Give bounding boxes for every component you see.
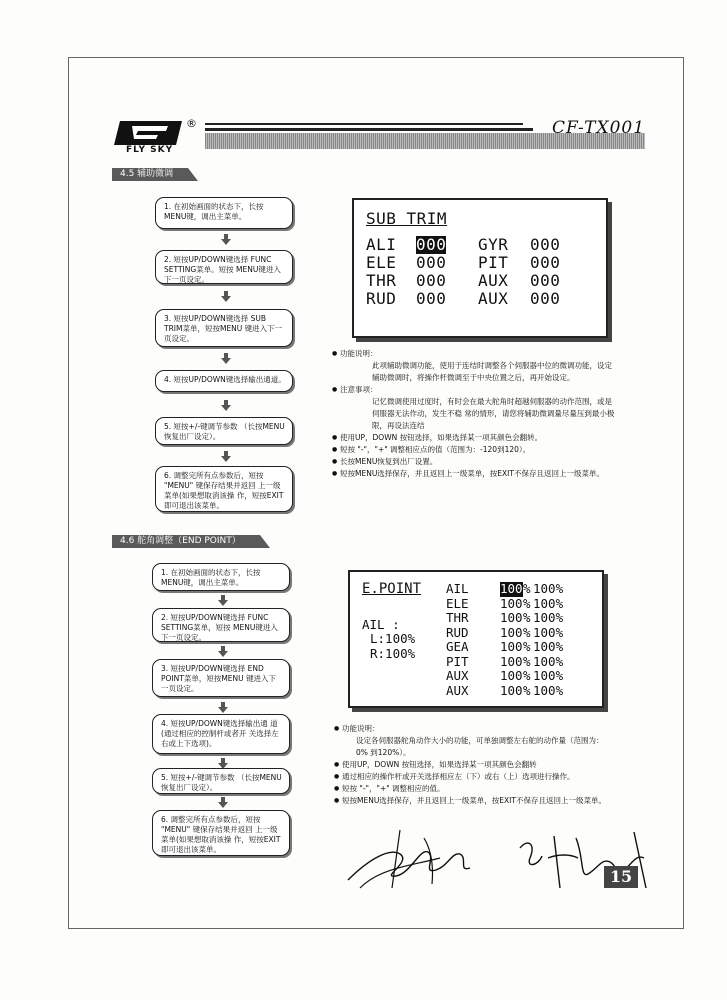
arrow-down-icon: [218, 646, 228, 656]
lcd-channel-label: GYR: [478, 235, 509, 254]
sub-trim-step-6: 6. 调整完所有点参数后，短按 "MENU" 键保存结果并返回 上一级菜单(如果想取消该操 作，短按EXIT即可退出该菜单。: [155, 466, 293, 512]
lcd-value: 000: [530, 289, 561, 308]
lcd-channel-label: THR: [366, 271, 397, 290]
arrow-down-icon: [218, 702, 228, 712]
lcd-channel-name: AIL: [446, 581, 469, 596]
end-point-step-2: 2. 短按UP/DOWN键选择 FUNC SETTING菜单，短按 MENU键进入下一页设定。: [152, 608, 290, 642]
lcd-value: 100: [500, 639, 523, 654]
lcd-selected-value: 000: [416, 235, 447, 254]
page-number: 15: [604, 866, 638, 888]
header-rule-thick: [205, 128, 533, 131]
lcd-separator: %: [523, 668, 531, 683]
note-bullet: ● 短按 "-"，"+" 调整相应点的值（范围为：-120到120）。: [332, 444, 616, 456]
end-point-step-6: 6. 调整完所有点参数后，短按 "MENU" 键保存结果并返回 上一级菜单(如果想取消该操 作，短按EXIT即可退出该菜单。: [152, 810, 290, 856]
lcd-channel-label: RUD: [366, 289, 397, 308]
lcd-selected-value: 100: [500, 581, 523, 596]
lcd-separator: %: [523, 595, 531, 611]
lcd-separator: %: [523, 581, 531, 596]
note-caution-label: ● 注意事项：: [332, 384, 616, 396]
sub-trim-step-5: 5. 短按+/-键调节参数 （长按MENU恢复出厂设定）。: [155, 417, 293, 445]
lcd-value: 100%: [533, 610, 564, 625]
lcd-channel-name: AUX: [446, 668, 469, 683]
note-bullet: ● 长按MENU恢复到出厂设置。: [332, 456, 616, 468]
section-title-sub-trim: 4.5 辅助微调: [112, 168, 188, 181]
lcd-value: 000: [416, 271, 447, 290]
lcd-value: 100: [500, 682, 523, 698]
lcd-separator: %: [523, 639, 531, 654]
arrow-down-icon: [221, 291, 231, 301]
arrow-down-icon: [218, 797, 228, 807]
lcd-left-value: L:100%: [370, 631, 416, 646]
lcd-value: 100%: [533, 595, 564, 611]
lcd-separator: %: [523, 624, 531, 640]
model-name: CF-TX001: [552, 118, 646, 138]
note-bullet: ● 使用UP，DOWN 按钮选择，如果选择某一项其颜色会翻转。: [332, 432, 616, 444]
lcd-value: 000: [416, 253, 447, 272]
lcd-value: 100: [500, 610, 523, 625]
lcd-title: SUB TRIM: [366, 209, 448, 228]
lcd-ail-label: AIL :: [362, 617, 400, 632]
note-function-text: 此项辅助微调功能，使用于连结时调整各个伺服器中位的微调功能，设定辅助微调时，将操作杆微调至于中央位置之后，再开始设定。: [372, 361, 612, 382]
section-title-end-point: 4.6 舵角调整（END POINT）: [112, 535, 260, 548]
lcd-channel-name: ELE: [446, 595, 469, 611]
lcd-value: 100: [500, 624, 523, 640]
lcd-value: 100%: [533, 581, 564, 596]
arrow-down-icon: [221, 400, 231, 410]
lcd-value: 100%: [533, 624, 564, 640]
end-point-step-4: 4. 短按UP/DOWN键选择输出通 道(通过相应的控制杆或者开 关选择左右或上下选项)。: [152, 714, 290, 754]
lcd-value: 000: [416, 289, 447, 308]
note-function-label: ● 功能说明：: [332, 348, 616, 360]
lcd-value: 100%: [533, 639, 564, 654]
lcd-separator: %: [523, 610, 531, 625]
note-bullet: ● 使用UP，DOWN 按钮选择，如果选择某一项其颜色会翻转: [334, 759, 614, 771]
lcd-channel-name: GEA: [446, 639, 469, 654]
lcd-channel-label: ALI: [366, 235, 397, 254]
lcd-value: 100%: [533, 682, 564, 698]
lcd-value: 100: [500, 653, 523, 669]
lcd-value: 000: [530, 235, 561, 254]
end-point-notes: [334, 723, 614, 807]
lcd-value: 000: [530, 271, 561, 290]
lcd-value: 100%: [533, 653, 564, 669]
end-point-step-1: 1. 在初始画面的状态下，长按 MENU键，调出主菜单。: [152, 563, 290, 591]
sub-trim-step-1: 1. 在初始画面的状态下，长按 MENU键，调出主菜单。: [155, 197, 293, 229]
handwritten-signature: [340, 818, 490, 898]
brand-name: FLY SKY: [126, 145, 174, 155]
lcd-channel-label: ELE: [366, 253, 397, 272]
handwritten-signature-dated: [514, 818, 664, 908]
lcd-value: 000: [530, 253, 561, 272]
lcd-channel-label: AUX: [478, 289, 509, 308]
lcd-channel-name: PIT: [446, 653, 469, 669]
header-rule: [205, 123, 523, 125]
arrow-down-icon: [218, 595, 228, 605]
arrow-down-icon: [221, 353, 231, 363]
lcd-right-value: R:100%: [370, 646, 416, 661]
lcd-value: 100%: [533, 668, 564, 683]
note-bullet: ● 短按MENU选择保存，并且返回上一级菜单，按EXIT不保存且返回上一级菜单。: [334, 795, 614, 807]
sub-trim-notes: [332, 348, 616, 480]
end-point-step-5: 5. 短按+/-键调节参数 （长按MENU恢复出厂设定）。: [152, 768, 290, 794]
end-point-lcd: [348, 570, 604, 708]
lcd-channel-name: THR: [446, 610, 469, 625]
lcd-value: 100: [500, 595, 523, 611]
sub-trim-lcd: [352, 198, 608, 338]
registered-mark: ®: [186, 117, 197, 130]
note-function-label: ● 功能说明：: [334, 723, 614, 735]
lcd-value: 100: [500, 668, 523, 683]
note-function-text: 设定各伺服器舵角动作大小的功能，可单独调整左右舵的动作量（范围为：0% 到120%）。: [356, 736, 604, 757]
arrow-down-icon: [221, 234, 231, 244]
sub-trim-step-3: 3. 短按UP/DOWN键选择 SUB TRIM菜单，短按MENU 键进入下一页设定。: [155, 309, 293, 347]
lcd-channel-name: RUD: [446, 624, 469, 640]
end-point-step-3: 3. 短按UP/DOWN键选择 END POINT菜单，短按MENU 键进入下一页设定。: [152, 659, 290, 697]
note-bullet: ● 短按MENU选择保存，并且返回上一级菜单，按EXIT不保存且返回上一级菜单。: [332, 468, 616, 480]
sub-trim-step-4: 4. 短按UP/DOWN键选择输出通道。: [155, 370, 293, 392]
note-caution-text: 记忆微调使用过度时，有时会在最大舵角时超越伺服器的动作范围，或是伺服器无法作动，发生不稳 常的情形，请您将辅助微调量尽量压到最小极限，再设法连结: [372, 397, 615, 430]
lcd-separator: %: [523, 682, 531, 698]
arrow-down-icon: [221, 451, 231, 461]
note-bullet: ● 通过相应的操作杆或开关选择相应左（下）或右（上）选项进行操作。: [334, 771, 614, 783]
arrow-down-icon: [218, 758, 228, 768]
lcd-channel-label: PIT: [478, 253, 509, 272]
lcd-channel-name: AUX: [446, 682, 469, 698]
lcd-title: E.POINT: [362, 581, 422, 597]
note-bullet: ● 短按 "-"，"+" 调整相应的值。: [334, 783, 614, 795]
lcd-separator: %: [523, 653, 531, 669]
lcd-channel-label: AUX: [478, 271, 509, 290]
sub-trim-step-2: 2. 短按UP/DOWN键选择 FUNC SETTING菜单。短按 MENU键进入下一页设定。: [155, 250, 293, 284]
